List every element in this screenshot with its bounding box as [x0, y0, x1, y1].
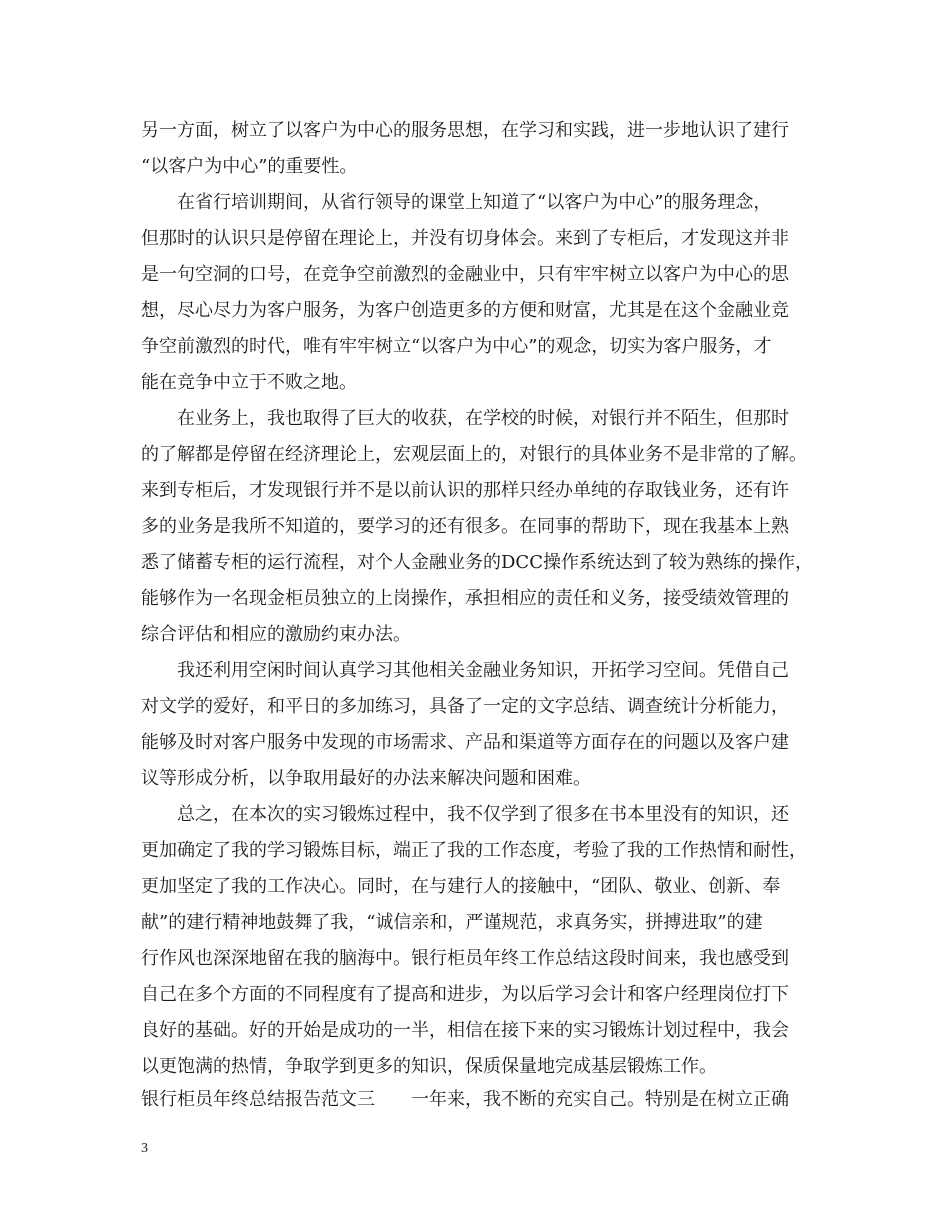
paragraph-line: 更加确定了我的学习锻炼目标，端正了我的工作态度，考验了我的工作热情和耐性，	[141, 840, 807, 861]
paragraph-line: 综合评估和相应的激励约束办法。	[141, 624, 411, 645]
paragraph-line: 议等形成分析，以争取用最好的办法来解决问题和困难。	[141, 768, 591, 789]
paragraph-line: 能够作为一名现金柜员独立的上岗操作，承担相应的责任和义务，接受绩效管理的	[141, 588, 789, 609]
paragraph-line: 但那时的认识只是停留在理论上，并没有切身体会。来到了专柜后，才发现这并非	[141, 228, 789, 249]
paragraph-line: 另一方面，树立了以客户为中心的服务思想，在学习和实践，进一步地认识了建行	[141, 120, 789, 141]
paragraph-line: 想，尽心尽力为客户服务，为客户创造更多的方便和财富，尤其是在这个金融业竞	[141, 300, 789, 321]
section-heading: 银行柜员年终总结报告范文三	[141, 1089, 375, 1110]
paragraph-line: 更加坚定了我的工作决心。同时，在与建行人的接触中，“团队、敬业、创新、奉	[141, 876, 781, 897]
paragraph-line: 在业务上，我也取得了巨大的收获，在学校的时候，对银行并不陌生，但那时	[177, 408, 789, 429]
paragraph-line: 对文学的爱好，和平日的多加练习，具备了一定的文字总结、调查统计分析能力，	[141, 696, 789, 717]
paragraph-line: 是一句空洞的口号，在竞争空前激烈的金融业中，只有牢牢树立以客户为中心的思	[141, 264, 789, 285]
paragraph-line: 来到专柜后，才发现银行并不是以前认识的那样只经办单纯的存取钱业务，还有许	[141, 480, 789, 501]
paragraph-line: 能在竞争中立于不败之地。	[141, 372, 357, 393]
section-heading-line	[141, 1082, 789, 1118]
paragraph-line: 总之，在本次的实习锻炼过程中，我不仅学到了很多在书本里没有的知识，还	[177, 804, 789, 825]
paragraph-line: 以更饱满的热情，争取学到更多的知识，保质保量地完成基层锻炼工作。	[141, 1056, 717, 1077]
paragraph-line: 能够及时对客户服务中发现的市场需求、产品和渠道等方面存在的问题以及客户建	[141, 732, 789, 753]
paragraph-line: 悉了储蓄专柜的运行流程，对个人金融业务的DCC操作系统达到了较为熟练的操作，	[141, 552, 813, 573]
heading-continuation-text: 一年来，我不断的充实自己。特别是在树立正确	[411, 1089, 789, 1110]
paragraph-line: 行作风也深深地留在我的脑海中。银行柜员年终工作总结这段时间来，我也感受到	[141, 948, 789, 969]
paragraph-line: 自己在多个方面的不同程度有了提高和进步，为以后学习会计和客户经理岗位打下	[141, 984, 789, 1005]
paragraph-line: “以客户为中心”的重要性。	[141, 156, 358, 177]
paragraph-line: 良好的基础。好的开始是成功的一半，相信在接下来的实习锻炼计划过程中，我会	[141, 1020, 789, 1041]
page-number: 3	[141, 1141, 148, 1156]
paragraph-line: 献”的建行精神地鼓舞了我，“诚信亲和，严谨规范，求真务实，拼搏进取”的建	[141, 912, 763, 933]
paragraph-line: 我还利用空闲时间认真学习其他相关金融业务知识，开拓学习空间。凭借自己	[177, 660, 789, 681]
paragraph-line: 争空前激烈的时代，唯有牢牢树立“以客户为中心”的观念，切实为客户服务，才	[141, 336, 772, 357]
paragraph-line: 在省行培训期间，从省行领导的课堂上知道了“以客户为中心”的服务理念，	[177, 192, 772, 213]
paragraph-line: 多的业务是我所不知道的，要学习的还有很多。在同事的帮助下，现在我基本上熟	[141, 516, 789, 537]
paragraph-line: 的了解都是停留在经济理论上，宏观层面上的，对银行的具体业务不是非常的了解。	[141, 444, 807, 465]
